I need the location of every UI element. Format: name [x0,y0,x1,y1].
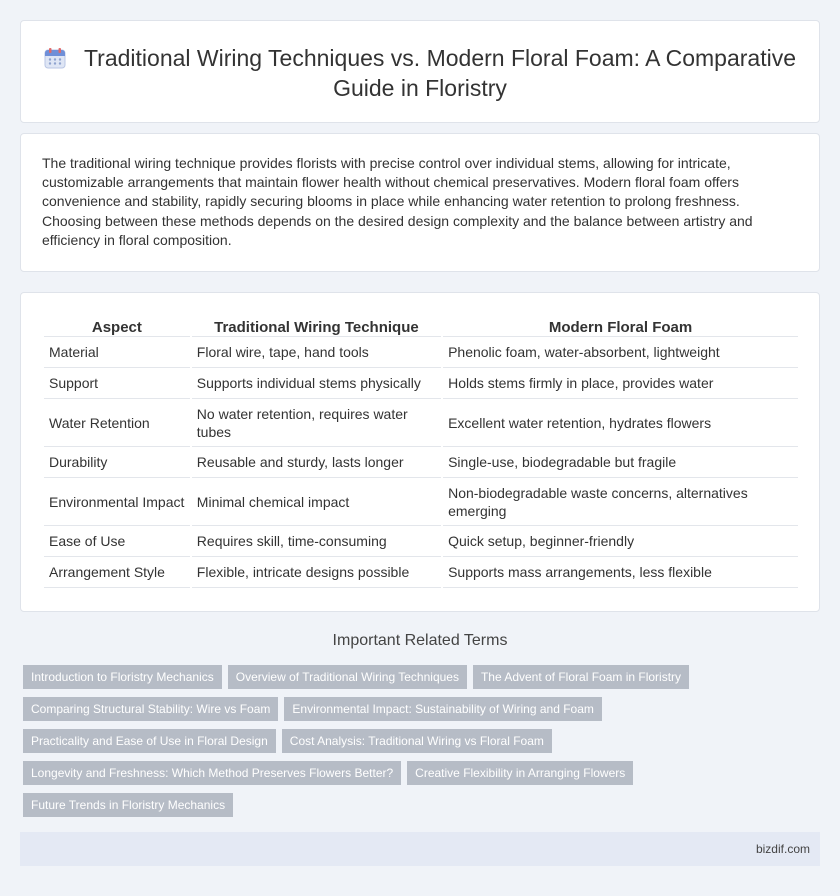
cell-foam: Quick setup, beginner-friendly [443,526,798,557]
cell-traditional: Supports individual stems physically [192,368,441,399]
page-title-wrap [21,43,819,103]
cell-foam: Non-biodegradable waste concerns, alternatives emerging [443,478,798,526]
related-terms-title: Important Related Terms [332,632,508,649]
table-row [44,337,798,368]
related-term-tag[interactable]: Overview of Traditional Wiring Techniques [228,665,467,689]
related-term-tag[interactable]: Future Trends in Floristry Mechanics [23,793,233,817]
cell-foam: Supports mass arrangements, less flexible [443,557,798,588]
cell-foam: Excellent water retention, hydrates flowers [443,399,798,447]
intro-card [20,133,820,272]
calendar-icon [44,47,66,69]
page-title: Traditional Wiring Techniques vs. Modern Floral Foam: A Comparative Guide in Floristry [83,45,797,101]
cell-foam: Single-use, biodegradable but fragile [443,447,798,478]
intro-paragraph: The traditional wiring technique provides florists with precise control over individual stems, allowing for intricate, customizable arrangements that maintain flower health without chemical preservatives. Modern floral foam offers convenience and stability, rapidly securing blooms in place while enhancing water retention to prolong freshness. Choosing between these methods depends on the desired design complexity and the balance between artistry and efficiency in floral composition. [42,155,753,248]
table-row [44,399,798,447]
cell-aspect: Water Retention [44,399,190,447]
tag-row [23,793,813,817]
related-term-tag[interactable]: Practicality and Ease of Use in Floral Design [23,729,276,753]
cell-traditional: Flexible, intricate designs possible [192,557,441,588]
tag-row [23,697,813,721]
header-modern-floral-foam: Modern Floral Foam [443,316,798,337]
table-row [44,526,798,557]
cell-traditional: Minimal chemical impact [192,478,441,526]
table-header-row [44,316,798,337]
cell-traditional: Reusable and sturdy, lasts longer [192,447,441,478]
related-term-tag[interactable]: Longevity and Freshness: Which Method Preserves Flowers Better? [23,761,401,785]
table-row [44,368,798,399]
footer [20,832,820,866]
cell-traditional: Requires skill, time-consuming [192,526,441,557]
cell-aspect: Arrangement Style [44,557,190,588]
table-row [44,557,798,588]
cell-foam: Phenolic foam, water-absorbent, lightweight [443,337,798,368]
related-term-tag[interactable]: Cost Analysis: Traditional Wiring vs Floral Foam [282,729,552,753]
related-term-tag[interactable]: Introduction to Floristry Mechanics [23,665,222,689]
header-aspect: Aspect [44,316,190,337]
cell-aspect: Support [44,368,190,399]
cell-foam: Holds stems firmly in place, provides water [443,368,798,399]
tag-row [23,665,813,689]
cell-traditional: Floral wire, tape, hand tools [192,337,441,368]
related-term-tag[interactable]: The Advent of Floral Foam in Floristry [473,665,689,689]
related-term-tag[interactable]: Creative Flexibility in Arranging Flowers [407,761,633,785]
table-row [44,447,798,478]
cell-traditional: No water retention, requires water tubes [192,399,441,447]
cell-aspect: Material [44,337,190,368]
cell-aspect: Environmental Impact [44,478,190,526]
cell-aspect: Durability [44,447,190,478]
footer-site-link[interactable]: bizdif.com [755,842,810,856]
header-traditional-wiring: Traditional Wiring Technique [192,316,441,337]
related-term-tag[interactable]: Comparing Structural Stability: Wire vs Foam [23,697,278,721]
tag-row [23,761,813,785]
cell-aspect: Ease of Use [44,526,190,557]
table-row [44,478,798,526]
related-terms-list [23,665,813,825]
comparison-table [42,316,800,588]
tag-row [23,729,813,753]
related-term-tag[interactable]: Environmental Impact: Sustainability of Wiring and Foam [284,697,601,721]
comparison-table-card [20,292,820,612]
header-card [20,20,820,123]
